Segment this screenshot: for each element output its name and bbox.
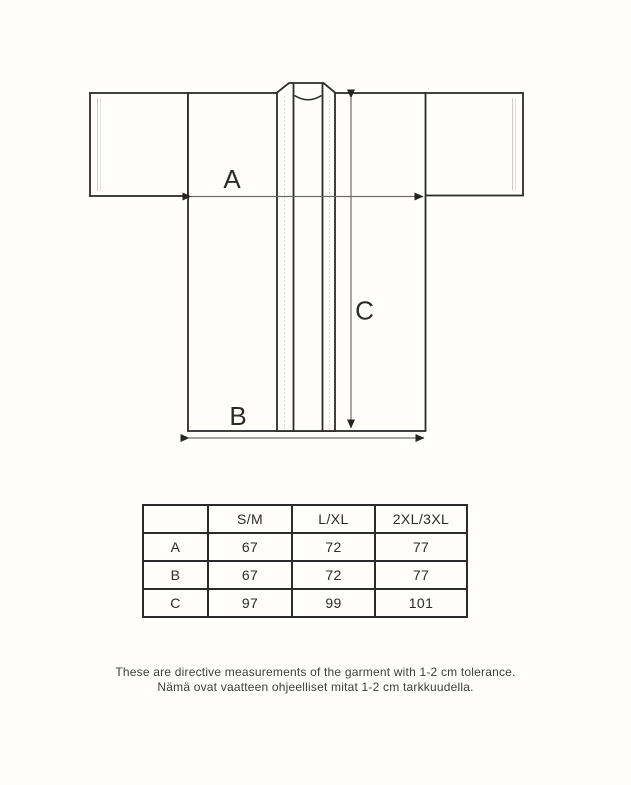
tolerance-note (0, 665, 631, 695)
value-c-lxl: 99 (292, 589, 375, 617)
row-label-c: C (143, 589, 208, 617)
left-sleeve (90, 93, 188, 196)
measurement-label-b: B (229, 401, 247, 431)
size-table-corner-cell (143, 505, 208, 533)
size-table-header-2xl3xl: 2XL/3XL (375, 505, 467, 533)
value-c-sm: 97 (208, 589, 292, 617)
size-table-row-b (143, 561, 467, 589)
value-b-sm: 67 (208, 561, 292, 589)
value-a-sm: 67 (208, 533, 292, 561)
size-table-row-c (143, 589, 467, 617)
size-table-header-row (143, 505, 467, 533)
measurement-label-c: C (355, 295, 374, 326)
collar (277, 83, 335, 431)
row-label-a: A (143, 533, 208, 561)
size-table-header-lxl: L/XL (292, 505, 375, 533)
right-sleeve (425, 93, 523, 196)
value-b-lxl: 72 (292, 561, 375, 589)
size-table-header-sm: S/M (208, 505, 292, 533)
value-a-2xl3xl: 77 (375, 533, 467, 561)
measurement-label-a: A (223, 164, 241, 194)
tolerance-note-fi: Nämä ovat vaatteen ohjeelliset mitat 1-2 cm tarkkuudella. (157, 680, 474, 694)
size-table-row-a (143, 533, 467, 561)
value-a-lxl: 72 (292, 533, 375, 561)
size-table (142, 504, 468, 618)
tolerance-note-en: These are directive measurements of the garment with 1-2 cm tolerance. (115, 665, 516, 679)
row-label-b: B (143, 561, 208, 589)
value-c-2xl3xl: 101 (375, 589, 467, 617)
value-b-2xl3xl: 77 (375, 561, 467, 589)
